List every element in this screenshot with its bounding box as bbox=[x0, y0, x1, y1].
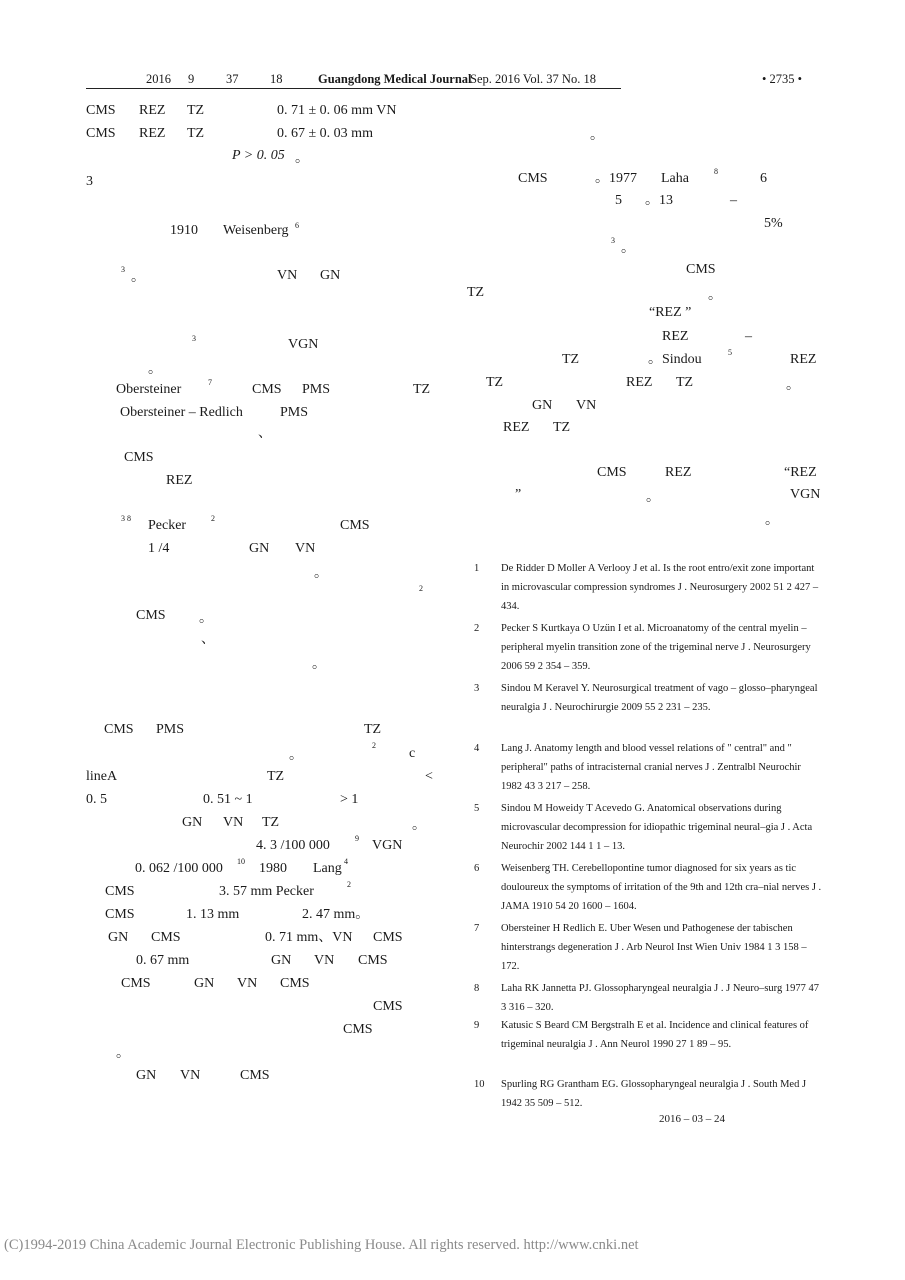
text-fragment: VN bbox=[576, 398, 597, 413]
text-fragment: GN bbox=[271, 953, 292, 968]
reference-number: 9 bbox=[474, 1020, 480, 1031]
text-fragment: VGN bbox=[288, 337, 319, 352]
text-fragment: PMS bbox=[156, 722, 185, 737]
citation-superscript: 2 bbox=[372, 741, 376, 750]
text-fragment: P > 0. 05 bbox=[232, 148, 285, 163]
text-fragment: GN bbox=[532, 398, 553, 413]
text-fragment: 。 bbox=[131, 270, 145, 285]
text-fragment: 0. 51 ~ 1 bbox=[203, 792, 253, 807]
citation-superscript: 8 bbox=[714, 167, 718, 176]
text-fragment: 。 bbox=[289, 748, 303, 763]
text-fragment: REZ bbox=[665, 465, 692, 480]
citation-superscript: 6 bbox=[295, 221, 299, 230]
reference-text: Obersteiner H Redlich E. Uber Wesen und Pathogenese der tabischen hinterstrangs degeneration J . Arb Neurol Inst Wien Univ 1984 1 3 158 – 172. bbox=[501, 923, 807, 972]
text-fragment: TZ bbox=[364, 722, 382, 737]
header-month: 9 bbox=[188, 72, 195, 86]
text-fragment: REZ bbox=[662, 329, 689, 344]
citation-superscript: 5 bbox=[728, 348, 732, 357]
text-fragment: 。 bbox=[786, 378, 800, 393]
header-issue: 18 bbox=[270, 72, 283, 86]
text-fragment: 。 bbox=[295, 151, 309, 166]
reference-number: 4 bbox=[474, 743, 480, 754]
reference-text: Spurling RG Grantham EG. Glossopharyngeal neuralgia J . South Med J 1942 35 509 – 512. bbox=[501, 1079, 807, 1109]
received-date: 2016 – 03 – 24 bbox=[659, 1113, 725, 1125]
citation-superscript: 4 bbox=[344, 857, 348, 866]
text-fragment: Laha bbox=[661, 171, 689, 186]
text-fragment: 。 bbox=[199, 611, 213, 626]
reference-number: 8 bbox=[474, 983, 480, 994]
text-fragment: VN bbox=[277, 268, 298, 283]
reference-text: Lang J. Anatomy length and blood vessel relations of " central" and " peripheral" paths of intracisternal cranial nerves J . Zentralbl Neurochir 1982 43 3 217 – 258. bbox=[501, 743, 801, 792]
reference-text: Sindou M Keravel Y. Neurosurgical treatment of vago – glosso–pharyngeal neuralgia J . Neurochirurgie 2009 55 2 231 – 235. bbox=[501, 683, 818, 713]
text-fragment: CMS bbox=[373, 930, 403, 945]
text-fragment: CMS bbox=[104, 722, 134, 737]
citation-superscript: 2 bbox=[419, 584, 423, 593]
text-fragment: ” bbox=[515, 487, 522, 502]
text-fragment: TZ bbox=[187, 103, 205, 118]
citation-superscript: 9 bbox=[355, 834, 359, 843]
citation-superscript: 3 8 bbox=[121, 514, 131, 523]
text-fragment: 。 bbox=[412, 818, 426, 833]
text-fragment: c bbox=[409, 746, 416, 761]
text-fragment: 0. 062 /100 000 bbox=[135, 861, 223, 876]
citation-superscript: 3 bbox=[121, 265, 125, 274]
text-fragment: Pecker bbox=[148, 518, 187, 533]
text-fragment: TZ bbox=[562, 352, 580, 367]
text-fragment: 。 bbox=[621, 241, 635, 256]
text-fragment: VN bbox=[223, 815, 244, 830]
text-fragment: CMS bbox=[105, 884, 135, 899]
text-fragment: GN bbox=[194, 976, 215, 991]
text-fragment: CMS bbox=[597, 465, 627, 480]
header-issue-info: Sep. 2016 Vol. 37 No. 18 bbox=[470, 72, 596, 86]
text-fragment: PMS bbox=[302, 382, 331, 397]
reference-number: 1 bbox=[474, 563, 480, 574]
reference-number: 3 bbox=[474, 683, 480, 694]
text-fragment: VN bbox=[314, 953, 335, 968]
text-fragment: 。 bbox=[708, 288, 722, 303]
header-page-number: • 2735 • bbox=[762, 72, 803, 86]
text-fragment: 。 bbox=[646, 490, 660, 505]
text-fragment: Lang bbox=[313, 861, 342, 876]
reference-number: 6 bbox=[474, 863, 480, 874]
text-fragment: 。13 bbox=[645, 193, 673, 208]
text-fragment: CMS bbox=[373, 999, 403, 1014]
reference-text: Sindou M Howeidy T Acevedo G. Anatomical observations during microvascular decompression for idiopathic trigeminal neural–gia J . Acta Neurochir 2002 144 1 1 – 13. bbox=[501, 803, 813, 852]
text-fragment: 0. 71 ± 0. 06 mm VN bbox=[277, 103, 397, 118]
text-fragment: 。 bbox=[590, 128, 604, 143]
text-fragment: CMS bbox=[518, 171, 548, 186]
reference-text: Laha RK Jannetta PJ. Glossopharyngeal neuralgia J . J Neuro–surg 1977 47 3 316 – 320. bbox=[501, 983, 819, 1013]
text-fragment: REZ bbox=[139, 126, 166, 141]
text-fragment: 6 bbox=[760, 171, 767, 186]
text-fragment: CMS bbox=[343, 1022, 373, 1037]
text-fragment: 、 bbox=[258, 426, 272, 441]
text-fragment: VGN bbox=[372, 838, 403, 853]
reference-number: 2 bbox=[474, 623, 480, 634]
reference-text: De Ridder D Moller A Verlooy J et al. Is the root entro/exit zone important in microvascular compression syndromes J . Neurosurgery 2002 51 2 427 – 434. bbox=[501, 563, 819, 612]
text-fragment: GN bbox=[249, 541, 270, 556]
text-fragment: TZ bbox=[467, 285, 485, 300]
header-journal: Guangdong Medical Journal bbox=[318, 72, 472, 86]
section-number: 3 bbox=[86, 174, 93, 189]
citation-superscript: 3 bbox=[611, 236, 615, 245]
reference-text: Weisenberg TH. Cerebellopontine tumor diagnosed for six years as tic douloureux the symptoms of irritation of the 9th and 12th cra–nial nerves J . JAMA 1910 54 20 1600 – 1604. bbox=[501, 863, 822, 912]
text-fragment: REZ bbox=[139, 103, 166, 118]
header-volume: 37 bbox=[226, 72, 239, 86]
text-fragment: VN bbox=[237, 976, 258, 991]
text-fragment: REZ bbox=[503, 420, 530, 435]
text-fragment: 5% bbox=[764, 216, 783, 231]
text-fragment: 2. 47 mm。 bbox=[302, 907, 370, 922]
citation-superscript: 10 bbox=[237, 857, 245, 866]
text-fragment: 。 bbox=[765, 513, 779, 528]
text-fragment: TZ bbox=[413, 382, 431, 397]
text-fragment: CMS bbox=[240, 1068, 270, 1083]
citation-superscript: 2 bbox=[347, 880, 351, 889]
text-fragment: Weisenberg bbox=[223, 223, 289, 238]
text-fragment: CMS bbox=[358, 953, 388, 968]
text-fragment: 3. 57 mm Pecker bbox=[219, 884, 314, 899]
text-fragment: TZ bbox=[262, 815, 280, 830]
text-fragment: “REZ bbox=[784, 465, 817, 480]
text-fragment: CMS bbox=[105, 907, 135, 922]
text-fragment: REZ bbox=[790, 352, 817, 367]
citation-superscript: 2 bbox=[211, 514, 215, 523]
header-year: 2016 bbox=[146, 72, 171, 86]
text-fragment: lineA bbox=[86, 769, 118, 784]
text-fragment: REZ bbox=[626, 375, 653, 390]
copyright-footer: (C)1994-2019 China Academic Journal Electronic Publishing House. All rights reserved. http://www.cnki.net bbox=[4, 1237, 639, 1253]
text-fragment: CMS bbox=[86, 103, 116, 118]
reference-number: 5 bbox=[474, 803, 480, 814]
text-fragment: CMS bbox=[686, 262, 716, 277]
text-fragment: TZ bbox=[187, 126, 205, 141]
text-fragment: CMS bbox=[252, 382, 282, 397]
text-fragment: 0. 67 ± 0. 03 mm bbox=[277, 126, 373, 141]
text-fragment: CMS bbox=[136, 608, 166, 623]
text-fragment: 5 bbox=[615, 193, 622, 208]
text-fragment: TZ bbox=[486, 375, 504, 390]
text-fragment: 0. 5 bbox=[86, 792, 107, 807]
text-fragment: Obersteiner – Redlich bbox=[120, 405, 243, 420]
text-fragment: GN bbox=[182, 815, 203, 830]
text-fragment: – bbox=[745, 329, 752, 344]
text-fragment: VGN bbox=[790, 487, 821, 502]
reference-number: 10 bbox=[474, 1079, 485, 1090]
text-fragment: REZ bbox=[166, 473, 193, 488]
text-fragment: CMS bbox=[86, 126, 116, 141]
citation-superscript: 7 bbox=[208, 378, 212, 387]
header-rule bbox=[86, 88, 621, 89]
text-fragment: 4. 3 /100 000 bbox=[256, 838, 330, 853]
text-fragment: VN bbox=[295, 541, 316, 556]
citation-superscript: 3 bbox=[192, 334, 196, 343]
text-fragment: 0. 71 mm、VN bbox=[265, 930, 353, 945]
text-fragment: Obersteiner bbox=[116, 382, 182, 397]
text-fragment: PMS bbox=[280, 405, 309, 420]
text-fragment: < bbox=[425, 769, 433, 784]
text-fragment: 。Sindou bbox=[648, 352, 702, 367]
text-fragment: 1910 bbox=[170, 223, 198, 238]
text-fragment: 。 bbox=[314, 566, 328, 581]
text-fragment: – bbox=[730, 193, 737, 208]
text-fragment: 、 bbox=[201, 632, 215, 647]
text-fragment: 。 bbox=[312, 657, 326, 672]
text-fragment: 。 bbox=[116, 1046, 130, 1061]
text-fragment: TZ bbox=[267, 769, 285, 784]
text-fragment: 。 bbox=[148, 362, 162, 377]
text-fragment: CMS bbox=[121, 976, 151, 991]
text-fragment: CMS bbox=[280, 976, 310, 991]
text-fragment: VN bbox=[180, 1068, 201, 1083]
text-fragment: TZ bbox=[553, 420, 571, 435]
reference-number: 7 bbox=[474, 923, 480, 934]
text-fragment: 1. 13 mm bbox=[186, 907, 240, 922]
text-fragment: CMS bbox=[124, 450, 154, 465]
text-fragment: GN bbox=[136, 1068, 157, 1083]
text-fragment: > 1 bbox=[340, 792, 359, 807]
text-fragment: 1 /4 bbox=[148, 541, 170, 556]
text-fragment: GN bbox=[108, 930, 129, 945]
text-fragment: 1980 bbox=[259, 861, 287, 876]
text-fragment: “REZ ” bbox=[649, 305, 692, 320]
text-fragment: 0. 67 mm bbox=[136, 953, 190, 968]
text-fragment: 。1977 bbox=[595, 171, 637, 186]
reference-text: Katusic S Beard CM Bergstralh E et al. Incidence and clinical features of trigeminal neuralgia J . Ann Neurol 1990 27 1 89 – 95. bbox=[501, 1020, 809, 1050]
reference-text: Pecker S Kurtkaya O Uzün I et al. Microanatomy of the central myelin – peripheral myelin transition zone of the trigeminal nerve J . Neurosurgery 2006 59 2 354 – 359. bbox=[501, 623, 811, 672]
text-fragment: GN bbox=[320, 268, 341, 283]
text-fragment: CMS bbox=[340, 518, 370, 533]
text-fragment: TZ bbox=[676, 375, 694, 390]
text-fragment: CMS bbox=[151, 930, 181, 945]
